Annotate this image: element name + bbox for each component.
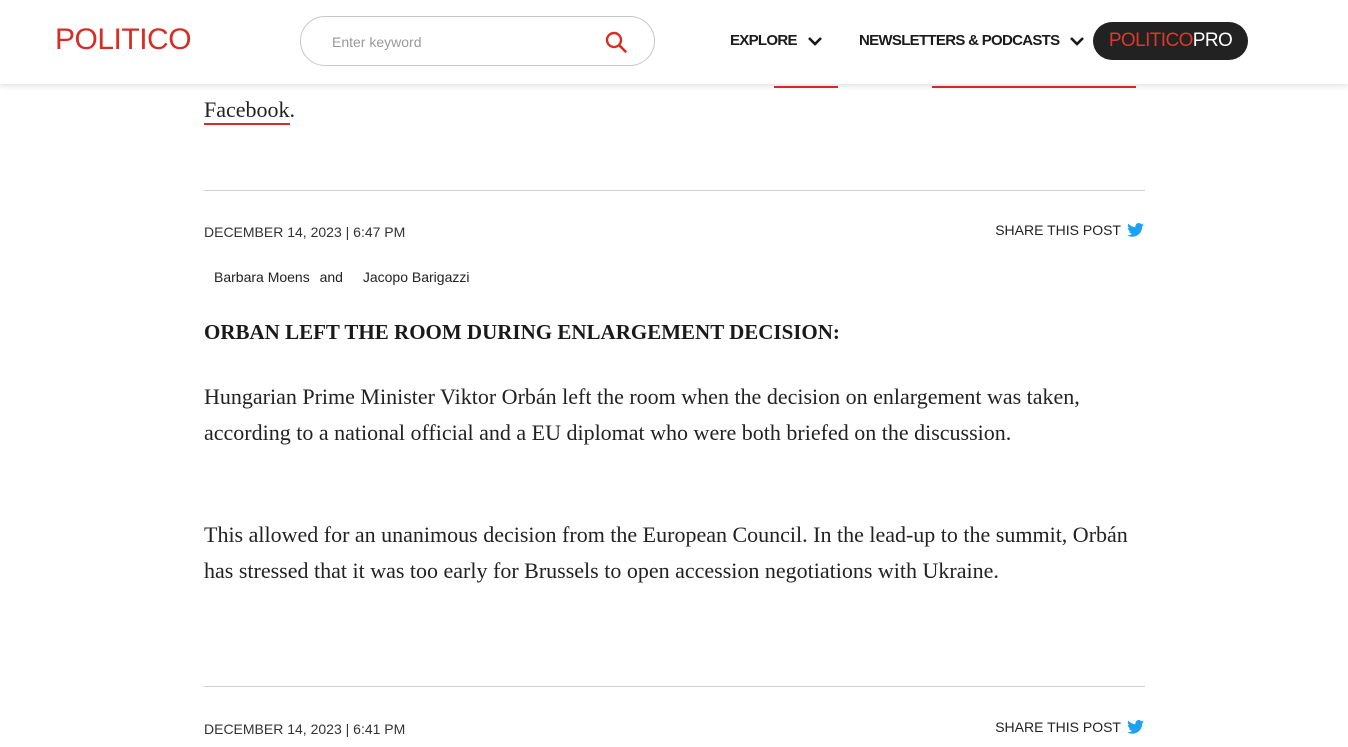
previous-post-fragment <box>204 92 295 128</box>
post-paragraph: This allowed for an unanimous decision from the European Council. In the lead-up to the summit, Orbán has stressed that it was too early for Brussels to open accession negotiations with Ukraine. <box>204 522 1128 583</box>
post-timestamp <box>204 223 405 241</box>
search-icon[interactable] <box>604 30 628 54</box>
share-post-button[interactable] <box>995 221 1144 239</box>
timestamp-separator: | <box>345 224 350 240</box>
post-date: DECEMBER 14, 2023 <box>204 721 342 737</box>
politico-logo[interactable]: POLITICO <box>55 23 192 56</box>
post-headline: ORBAN LEFT THE ROOM DURING ENLARGEMENT DECISION: <box>204 320 840 344</box>
pro-button-pro: PRO <box>1192 30 1233 51</box>
post-timestamp <box>204 720 405 738</box>
author-joiner: and <box>319 269 343 285</box>
fragment-period: . <box>289 97 296 122</box>
share-post-button[interactable] <box>995 718 1144 736</box>
twitter-icon[interactable] <box>1127 720 1144 734</box>
author-link[interactable]: Barbara Moens <box>214 269 310 285</box>
chevron-down-icon <box>807 36 823 46</box>
author-link[interactable]: Jacopo Barigazzi <box>362 269 470 285</box>
share-label: SHARE THIS POST <box>995 719 1121 735</box>
nav-explore-label: EXPLORE <box>730 32 797 49</box>
politico-pro-button[interactable] <box>1093 22 1248 60</box>
search-box[interactable] <box>300 16 655 66</box>
chevron-down-icon <box>1069 36 1085 46</box>
nav-newsletters-label: NEWSLETTERS & PODCASTS <box>859 32 1060 49</box>
pro-button-brand: POLITICO <box>1108 30 1193 51</box>
nav-newsletters-podcasts[interactable] <box>859 30 1085 52</box>
post-divider <box>204 686 1145 687</box>
twitter-icon[interactable] <box>1127 223 1144 237</box>
post-paragraph: Hungarian Prime Minister Viktor Orbán left the room when the decision on enlargement was taken, according to a national official and a EU diplomat who were both briefed on the discussion. <box>204 384 1080 445</box>
post-date: DECEMBER 14, 2023 <box>204 224 342 240</box>
link-underline-fragment[interactable] <box>774 86 838 88</box>
post-time: 6:47 PM <box>353 224 406 240</box>
share-label: SHARE THIS POST <box>995 222 1121 238</box>
search-input[interactable] <box>332 29 582 55</box>
post-authors <box>214 268 475 286</box>
site-header <box>0 0 1348 84</box>
nav-explore[interactable] <box>730 30 823 52</box>
facebook-link[interactable]: Facebook <box>204 97 290 125</box>
link-underline-fragment[interactable] <box>932 86 1136 88</box>
post-divider <box>204 190 1145 191</box>
timestamp-separator: | <box>345 721 350 737</box>
post-time: 6:41 PM <box>353 721 406 737</box>
